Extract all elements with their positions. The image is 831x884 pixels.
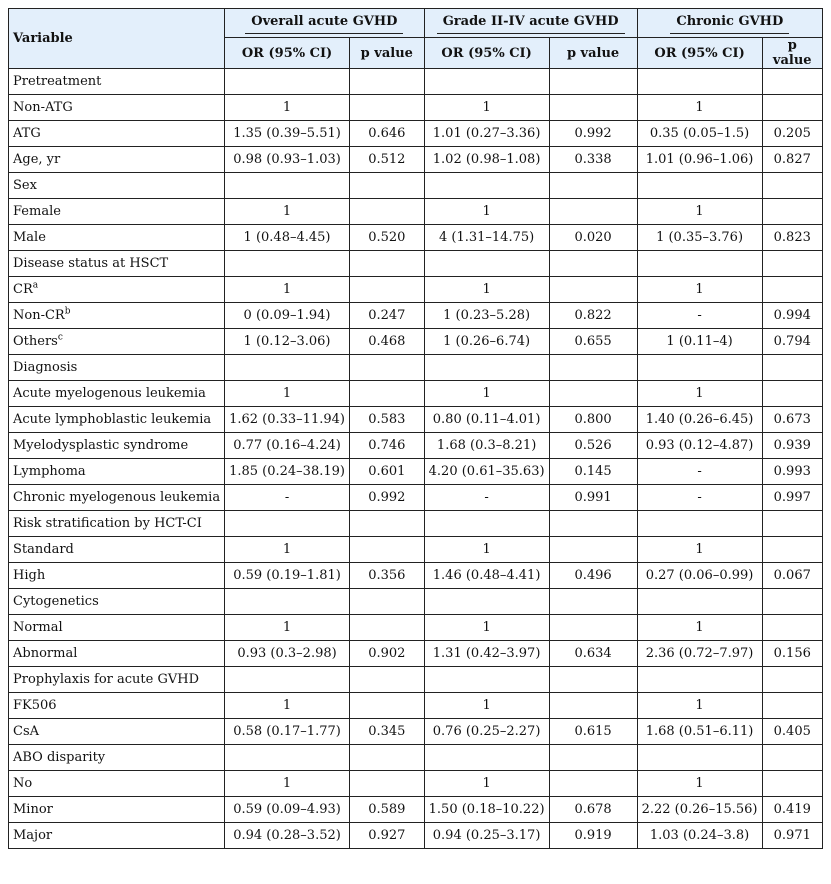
p-value-cell [549, 693, 637, 719]
p-value-cell: 0.419 [762, 797, 823, 823]
p-header: p value [762, 38, 823, 69]
row-label-cell [9, 823, 225, 849]
row-label: CR [13, 282, 33, 297]
p-value-cell [349, 355, 424, 381]
p-value-cell [762, 199, 823, 225]
row-label-cell [9, 615, 225, 641]
or-cell: 2.22 (0.26–15.56) [637, 797, 762, 823]
or-cell: 1 [424, 199, 549, 225]
or-header: OR (95% CI) [424, 38, 549, 69]
or-cell: - [637, 485, 762, 511]
p-value-cell [762, 745, 823, 771]
table-row [9, 381, 823, 407]
or-cell: 1 [424, 693, 549, 719]
row-label: Risk stratification by HCT-CI [13, 516, 202, 531]
or-cell: 1.62 (0.33–11.94) [225, 407, 350, 433]
or-cell [225, 511, 350, 537]
or-cell: 1.31 (0.42–3.97) [424, 641, 549, 667]
p-value-cell [549, 355, 637, 381]
p-value-cell: 0.583 [349, 407, 424, 433]
p-value-cell [349, 381, 424, 407]
row-label: Age, yr [13, 152, 61, 167]
row-label: Male [13, 230, 46, 245]
or-cell: - [637, 459, 762, 485]
table-row [9, 511, 823, 537]
row-label: Normal [13, 620, 63, 635]
row-label-cell [9, 485, 225, 511]
or-cell: 1 [225, 95, 350, 121]
p-value-cell: 0.939 [762, 433, 823, 459]
or-cell: 0.59 (0.19–1.81) [225, 563, 350, 589]
or-cell [424, 173, 549, 199]
row-label: Diagnosis [13, 360, 78, 375]
p-value-cell [549, 745, 637, 771]
row-label-cell [9, 225, 225, 251]
or-cell: 1 (0.23–5.28) [424, 303, 549, 329]
or-cell: 1 [424, 95, 549, 121]
or-cell: 1 [637, 537, 762, 563]
p-value-cell [549, 199, 637, 225]
or-cell: - [424, 485, 549, 511]
row-label-cell [9, 693, 225, 719]
table-row [9, 563, 823, 589]
or-cell: 1 (0.12–3.06) [225, 329, 350, 355]
or-cell: 1.40 (0.26–6.45) [637, 407, 762, 433]
or-cell: 1.46 (0.48–4.41) [424, 563, 549, 589]
p-value-cell: 0.673 [762, 407, 823, 433]
p-value-cell: 0.589 [349, 797, 424, 823]
or-cell [424, 251, 549, 277]
p-value-cell: 0.601 [349, 459, 424, 485]
or-cell: 1 [225, 199, 350, 225]
table-row [9, 69, 823, 95]
p-value-cell: 0.468 [349, 329, 424, 355]
row-label: Non-CR [13, 308, 65, 323]
row-label-cell [9, 303, 225, 329]
or-cell: 0.35 (0.05–1.5) [637, 121, 762, 147]
or-cell: 1 [637, 771, 762, 797]
table-row [9, 121, 823, 147]
p-value-cell: 0.746 [349, 433, 424, 459]
p-value-cell [549, 511, 637, 537]
p-value-cell [549, 251, 637, 277]
table-row [9, 797, 823, 823]
row-label: Non-ATG [13, 100, 73, 115]
or-header: OR (95% CI) [637, 38, 762, 69]
or-cell: 0.27 (0.06–0.99) [637, 563, 762, 589]
or-cell [637, 69, 762, 95]
p-value-cell [549, 381, 637, 407]
or-cell: 0.94 (0.25–3.17) [424, 823, 549, 849]
p-value-cell [549, 615, 637, 641]
or-cell [225, 173, 350, 199]
or-cell: 0.93 (0.3–2.98) [225, 641, 350, 667]
row-label: Myelodysplastic syndrome [13, 438, 189, 453]
p-value-cell [762, 381, 823, 407]
footnote-marker: a [32, 280, 39, 291]
table-row [9, 537, 823, 563]
or-cell: 1 [225, 771, 350, 797]
p-value-cell: 0.156 [762, 641, 823, 667]
p-value-cell [549, 589, 637, 615]
p-value-cell: 0.971 [762, 823, 823, 849]
or-cell: 1 [637, 95, 762, 121]
or-cell: 1.50 (0.18–10.22) [424, 797, 549, 823]
p-value-cell: 0.496 [549, 563, 637, 589]
p-value-cell [349, 667, 424, 693]
p-value-cell [762, 693, 823, 719]
p-value-cell [549, 771, 637, 797]
row-label-cell [9, 407, 225, 433]
table-row [9, 407, 823, 433]
p-value-cell [762, 277, 823, 303]
or-cell [637, 589, 762, 615]
p-value-cell: 0.356 [349, 563, 424, 589]
row-label: ABO disparity [13, 750, 106, 765]
row-label: Lymphoma [13, 464, 86, 479]
p-value-cell [762, 667, 823, 693]
table-row [9, 303, 823, 329]
or-cell [637, 173, 762, 199]
p-value-cell: 0.345 [349, 719, 424, 745]
or-cell: 2.36 (0.72–7.97) [637, 641, 762, 667]
table-body [9, 69, 823, 849]
or-cell: - [225, 485, 350, 511]
or-cell [424, 69, 549, 95]
p-value-cell [349, 199, 424, 225]
row-label: Female [13, 204, 61, 219]
or-cell: 4.20 (0.61–35.63) [424, 459, 549, 485]
p-value-cell: 0.526 [549, 433, 637, 459]
row-label-cell [9, 173, 225, 199]
table-row [9, 485, 823, 511]
row-label: Chronic myelogenous leukemia [13, 490, 221, 505]
table-row [9, 95, 823, 121]
p-value-cell: 0.405 [762, 719, 823, 745]
or-cell: 4 (1.31–14.75) [424, 225, 549, 251]
row-label-cell [9, 69, 225, 95]
or-cell: 1 (0.48–4.45) [225, 225, 350, 251]
row-label-cell [9, 381, 225, 407]
or-cell [424, 589, 549, 615]
or-cell: 1.03 (0.24–3.8) [637, 823, 762, 849]
row-label-cell [9, 355, 225, 381]
p-value-cell [762, 537, 823, 563]
or-cell: 0 (0.09–1.94) [225, 303, 350, 329]
table-row [9, 329, 823, 355]
or-cell: 0.98 (0.93–1.03) [225, 147, 350, 173]
row-label-cell [9, 95, 225, 121]
or-cell: 1 [424, 615, 549, 641]
or-cell [637, 667, 762, 693]
row-label-cell [9, 329, 225, 355]
or-cell: 1 [225, 381, 350, 407]
p-value-cell: 0.919 [549, 823, 637, 849]
p-value-cell: 0.145 [549, 459, 637, 485]
p-value-cell: 0.994 [762, 303, 823, 329]
row-label: High [13, 568, 46, 583]
p-header: p value [549, 38, 637, 69]
or-cell: 1 (0.26–6.74) [424, 329, 549, 355]
or-cell: 1 (0.35–3.76) [637, 225, 762, 251]
table-row [9, 147, 823, 173]
p-value-cell: 0.020 [549, 225, 637, 251]
p-value-cell [549, 173, 637, 199]
or-cell: 1 [637, 277, 762, 303]
or-cell: - [637, 303, 762, 329]
or-cell: 1 [637, 615, 762, 641]
p-value-cell [762, 771, 823, 797]
p-value-cell [349, 693, 424, 719]
or-cell [637, 251, 762, 277]
table-row [9, 199, 823, 225]
row-label: Minor [13, 802, 53, 817]
group-header-overall [225, 9, 425, 38]
or-cell [424, 511, 549, 537]
table-row [9, 823, 823, 849]
or-cell: 0.76 (0.25–2.27) [424, 719, 549, 745]
table-row [9, 615, 823, 641]
gvhd-risk-table [8, 8, 823, 849]
table-row [9, 173, 823, 199]
p-value-cell [762, 69, 823, 95]
footnote-marker: b [64, 306, 71, 317]
variable-header: Variable [9, 9, 225, 69]
p-value-cell [762, 95, 823, 121]
or-cell: 1 [225, 537, 350, 563]
or-cell [637, 511, 762, 537]
row-label: FK506 [13, 698, 57, 713]
p-value-cell [349, 69, 424, 95]
or-cell: 1 [637, 199, 762, 225]
p-value-cell [549, 667, 637, 693]
row-label: Acute lymphoblastic leukemia [13, 412, 212, 427]
p-value-cell: 0.678 [549, 797, 637, 823]
or-cell: 1.85 (0.24–38.19) [225, 459, 350, 485]
row-label-cell [9, 147, 225, 173]
or-cell: 1 [424, 277, 549, 303]
table-row [9, 433, 823, 459]
or-header: OR (95% CI) [225, 38, 350, 69]
or-cell: 1 [225, 277, 350, 303]
footnote-marker: c [57, 332, 63, 343]
table-row [9, 693, 823, 719]
row-label-cell [9, 797, 225, 823]
row-label: Abnormal [13, 646, 78, 661]
row-label: Cytogenetics [13, 594, 99, 609]
row-label-cell [9, 589, 225, 615]
p-value-cell: 0.646 [349, 121, 424, 147]
row-label-cell [9, 745, 225, 771]
p-header: p value [349, 38, 424, 69]
table-row [9, 225, 823, 251]
or-cell [225, 355, 350, 381]
p-value-cell: 0.827 [762, 147, 823, 173]
or-cell: 0.58 (0.17–1.77) [225, 719, 350, 745]
p-value-cell [349, 95, 424, 121]
group-header-chronic-label: Chronic GVHD [670, 13, 789, 34]
p-value-cell: 0.800 [549, 407, 637, 433]
table-row [9, 771, 823, 797]
or-cell: 1 [424, 771, 549, 797]
or-cell: 1.35 (0.39–5.51) [225, 121, 350, 147]
row-label-cell [9, 277, 225, 303]
p-value-cell: 0.794 [762, 329, 823, 355]
row-label-cell [9, 537, 225, 563]
or-cell: 1 [637, 381, 762, 407]
row-label-cell [9, 667, 225, 693]
p-value-cell: 0.634 [549, 641, 637, 667]
row-label: Major [13, 828, 53, 843]
or-cell: 1.01 (0.96–1.06) [637, 147, 762, 173]
row-label: Standard [13, 542, 74, 557]
row-label: Others [13, 334, 58, 349]
or-cell: 1.68 (0.3–8.21) [424, 433, 549, 459]
row-label-cell [9, 121, 225, 147]
or-cell: 0.77 (0.16–4.24) [225, 433, 350, 459]
or-cell [225, 69, 350, 95]
row-label-cell [9, 511, 225, 537]
p-value-cell [549, 537, 637, 563]
or-cell [424, 667, 549, 693]
table-row [9, 745, 823, 771]
p-value-cell [349, 771, 424, 797]
row-label-cell [9, 459, 225, 485]
p-value-cell: 0.205 [762, 121, 823, 147]
or-cell [225, 745, 350, 771]
group-header-grade [424, 9, 637, 38]
row-label: Acute myelogenous leukemia [13, 386, 206, 401]
p-value-cell: 0.927 [349, 823, 424, 849]
or-cell: 1 [225, 693, 350, 719]
p-value-cell [349, 615, 424, 641]
p-value-cell: 0.991 [549, 485, 637, 511]
p-value-cell [349, 277, 424, 303]
p-value-cell: 0.823 [762, 225, 823, 251]
p-value-cell [762, 355, 823, 381]
table-row [9, 589, 823, 615]
or-cell [424, 745, 549, 771]
or-cell [225, 251, 350, 277]
or-cell [225, 667, 350, 693]
group-header-chronic [637, 9, 822, 38]
p-value-cell: 0.520 [349, 225, 424, 251]
or-cell: 1 [424, 537, 549, 563]
p-value-cell [762, 589, 823, 615]
p-value-cell: 0.338 [549, 147, 637, 173]
row-label-cell [9, 199, 225, 225]
p-value-cell: 0.655 [549, 329, 637, 355]
or-cell: 0.80 (0.11–4.01) [424, 407, 549, 433]
table-row [9, 641, 823, 667]
or-cell [637, 745, 762, 771]
p-value-cell [349, 173, 424, 199]
or-cell: 0.93 (0.12–4.87) [637, 433, 762, 459]
p-value-cell: 0.993 [762, 459, 823, 485]
p-value-cell [349, 511, 424, 537]
p-value-cell [762, 511, 823, 537]
p-value-cell: 0.512 [349, 147, 424, 173]
table-row [9, 355, 823, 381]
or-cell: 1.02 (0.98–1.08) [424, 147, 549, 173]
row-label: No [13, 776, 33, 791]
table-row [9, 667, 823, 693]
p-value-cell [349, 745, 424, 771]
p-value-cell [349, 589, 424, 615]
p-value-cell: 0.997 [762, 485, 823, 511]
or-cell: 1 [225, 615, 350, 641]
group-header-overall-label: Overall acute GVHD [245, 13, 403, 34]
row-label: Prophylaxis for acute GVHD [13, 672, 199, 687]
p-value-cell: 0.902 [349, 641, 424, 667]
group-header-grade-label: Grade II-IV acute GVHD [437, 13, 625, 34]
p-value-cell: 0.992 [549, 121, 637, 147]
row-label: Pretreatment [13, 74, 102, 89]
p-value-cell [762, 251, 823, 277]
p-value-cell [762, 615, 823, 641]
row-label-cell [9, 641, 225, 667]
table-row [9, 719, 823, 745]
or-cell [637, 355, 762, 381]
p-value-cell [549, 69, 637, 95]
p-value-cell: 0.247 [349, 303, 424, 329]
table-row [9, 251, 823, 277]
or-cell: 1 [637, 693, 762, 719]
or-cell: 1.01 (0.27–3.36) [424, 121, 549, 147]
table-header [9, 9, 823, 69]
table-row [9, 459, 823, 485]
or-cell: 0.59 (0.09–4.93) [225, 797, 350, 823]
p-value-cell [349, 537, 424, 563]
p-value-cell [549, 95, 637, 121]
p-value-cell: 0.615 [549, 719, 637, 745]
or-cell: 1 [424, 381, 549, 407]
or-cell: 1.68 (0.51–6.11) [637, 719, 762, 745]
p-value-cell: 0.067 [762, 563, 823, 589]
p-value-cell [762, 173, 823, 199]
row-label-cell [9, 433, 225, 459]
or-cell [424, 355, 549, 381]
row-label: Sex [13, 178, 37, 193]
or-cell: 1 (0.11–4) [637, 329, 762, 355]
row-label: CsA [13, 724, 40, 739]
row-label-cell [9, 771, 225, 797]
row-label-cell [9, 563, 225, 589]
p-value-cell [549, 277, 637, 303]
or-cell: 0.94 (0.28–3.52) [225, 823, 350, 849]
table-row [9, 277, 823, 303]
p-value-cell [349, 251, 424, 277]
or-cell [225, 589, 350, 615]
row-label-cell [9, 719, 225, 745]
p-value-cell: 0.992 [349, 485, 424, 511]
p-value-cell: 0.822 [549, 303, 637, 329]
row-label: ATG [13, 126, 41, 141]
row-label-cell [9, 251, 225, 277]
row-label: Disease status at HSCT [13, 256, 169, 271]
